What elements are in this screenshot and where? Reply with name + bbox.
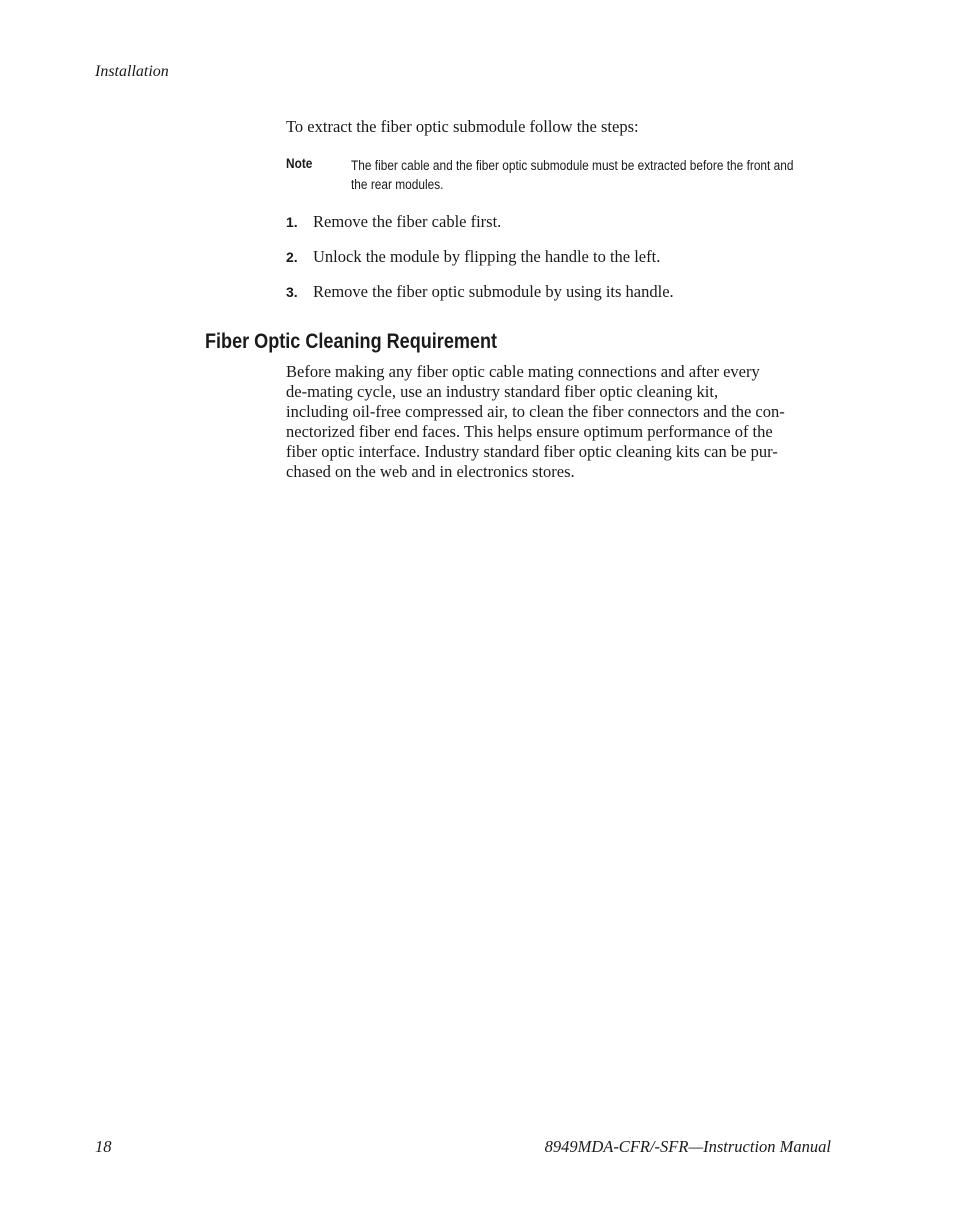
step-number: 3. — [286, 284, 298, 300]
footer-title: 8949MDA-CFR/-SFR—Instruction Manual — [544, 1137, 831, 1156]
running-header: Installation — [95, 63, 169, 80]
step-number: 2. — [286, 249, 298, 265]
section-heading: Fiber Optic Cleaning Requirement — [205, 330, 498, 353]
paragraph-line: including oil-free compressed air, to clean the fiber connectors and the con- — [286, 401, 785, 421]
paragraph-line: chased on the web and in electronics stores. — [286, 461, 575, 481]
note-label: Note — [286, 156, 313, 171]
paragraph-line: de-mating cycle, use an industry standard fiber optic cleaning kit, — [286, 381, 719, 401]
paragraph-line: nectorized fiber end faces. This helps ensure optimum performance of the — [286, 421, 773, 441]
paragraph-line: fiber optic interface. Industry standard fiber optic cleaning kits can be pur- — [286, 441, 778, 461]
paragraph-line: Before making any fiber optic cable mating connections and after every — [286, 362, 760, 381]
step-number: 1. — [286, 214, 298, 230]
body-paragraph — [286, 362, 831, 481]
intro-text: To extract the fiber optic submodule follow the steps: — [286, 117, 639, 136]
step-text: Unlock the module by flipping the handle to the left. — [313, 247, 661, 266]
step-text: Remove the fiber cable first. — [313, 212, 502, 231]
note-text: The fiber cable and the fiber optic submodule must be extracted before the front and the rear modules. — [351, 158, 794, 192]
page-number: 18 — [95, 1137, 112, 1156]
step-text: Remove the fiber optic submodule by using its handle. — [313, 282, 674, 301]
